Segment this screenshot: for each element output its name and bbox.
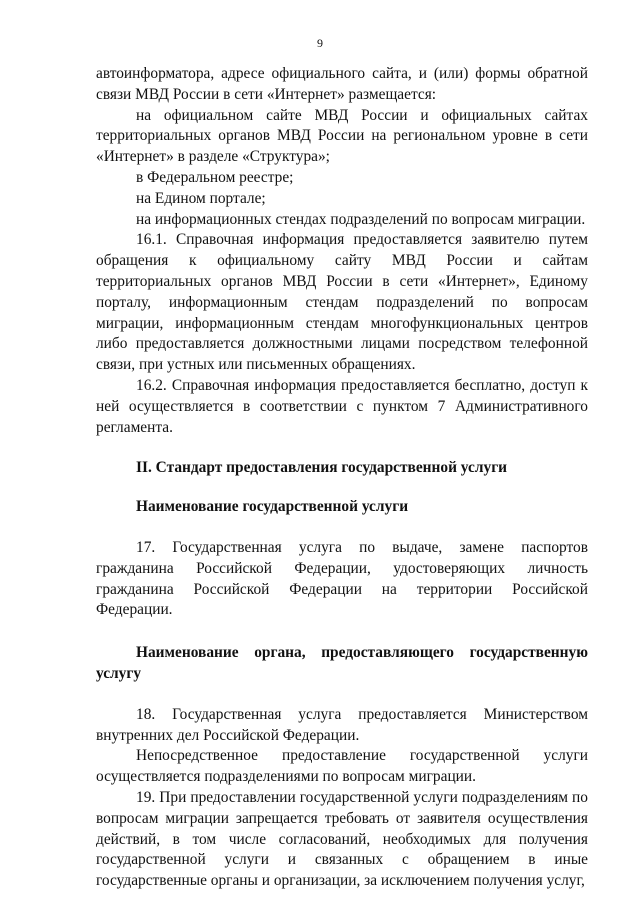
subheading-body-name: Наименование органа, предоставляющего государственную услугу (96, 644, 588, 682)
paragraph-continuation: автоинформатора, адресе официального сайта, и (или) формы обратной связи МВД России в сети «Интернет» размещается: (96, 65, 588, 103)
document-body (96, 64, 588, 892)
paragraph-info-stands: на информационных стендах подразделений по вопросам миграции. (136, 210, 586, 228)
paragraph-official-site: на официальном сайте МВД России и официальных сайтах территориальных органов МВД России на региональном уровне в сети «Интернет» в разделе «Структура»; (96, 106, 588, 166)
paragraph-16-2: 16.2. Справочная информация предоставляется бесплатно, доступ к ней осуществляется в соответствии с пунктом 7 Административного регламента. (96, 376, 588, 436)
paragraph-18-direct: Непосредственное предоставление государственной услуги осуществляется подразделениями по вопросам миграции. (96, 747, 588, 786)
paragraph-19: 19. При предоставлении государственной услуги подразделениям по вопросам миграции запрещается требовать от заявителя осуществления действий, в том числе согласований, необходимых для получения государственной услуги и связанных с обращением в иные государственные органы и организации, за исключением получения услуг, (96, 788, 588, 890)
subheading-service-name: Наименование государственной услуги (136, 498, 409, 516)
paragraph-single-portal: на Едином портале; (136, 189, 266, 207)
paragraph-16-1: 16.1. Справочная информация предоставляется заявителю путем обращения к официальному сайту МВД России и сайтам территориальных органов МВД России в сети «Интернет», Единому порталу, информационным стендам подразделений по вопросам миграции, информационным стендам многофункциональных центров либо предоставляется должностными лицами посредством телефонной связи, при устных или письменных обращениях. (96, 231, 588, 374)
paragraph-federal-registry: в Федеральном реестре; (136, 168, 294, 186)
section-heading-2: II. Стандарт предоставления государственной услуги (136, 459, 508, 477)
paragraph-18: 18. Государственная услуга предоставляется Министерством внутренних дел Российской Федерации. (96, 705, 588, 744)
page-number: 9 (317, 36, 323, 50)
paragraph-17: 17. Государственная услуга по выдаче, замене паспортов гражданина Российской Федерации, удостоверяющих личность гражданина Российской Федерации на территории Российской Федерации. (96, 538, 588, 619)
